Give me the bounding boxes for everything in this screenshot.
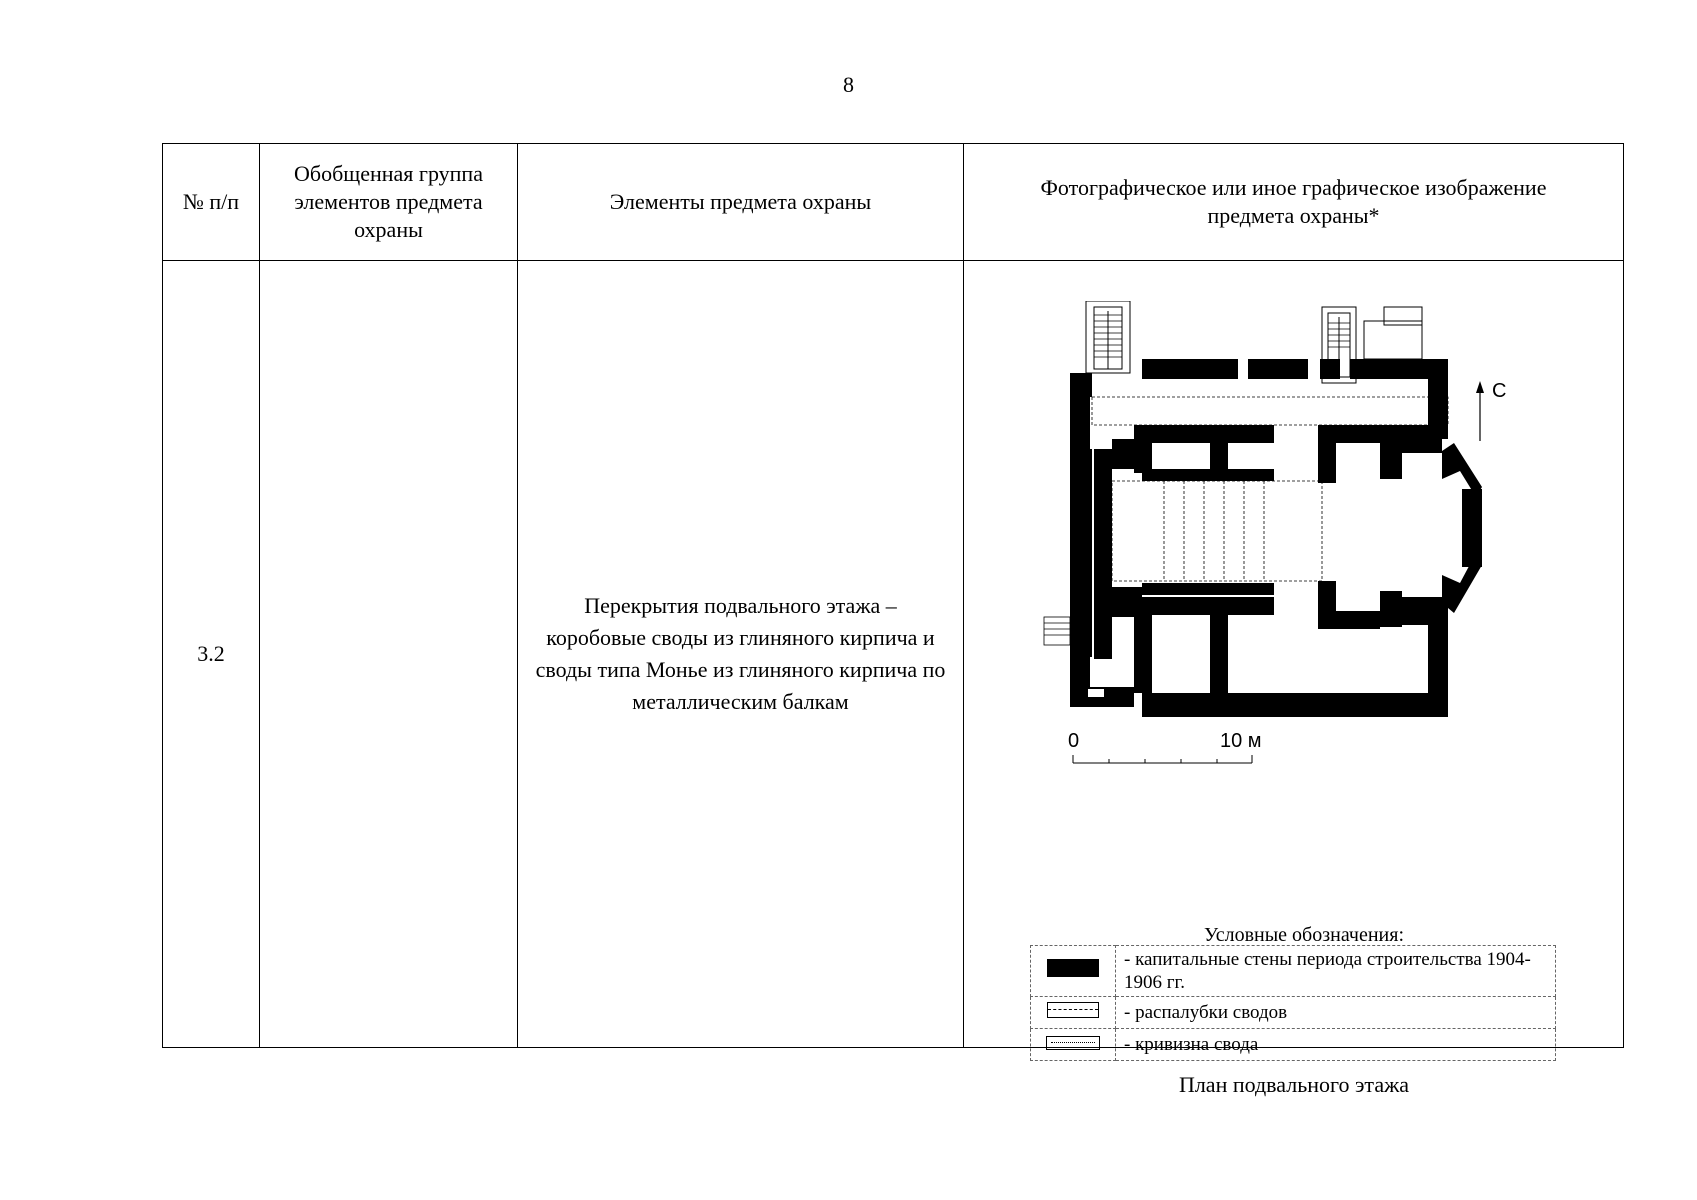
capital-walls <box>1070 359 1482 717</box>
header-group-text: Обобщенная группа элементов предмета охраны <box>294 161 483 242</box>
header-number: № п/п <box>163 144 260 261</box>
north-label: С <box>1492 380 1507 402</box>
north-arrow <box>1476 381 1484 441</box>
row-elements <box>518 261 964 1048</box>
legend-symbol <box>1031 946 1116 997</box>
header-image <box>964 144 1624 261</box>
row-elements-text: Перекрытия подвального этажа – коробовые своды из глиняного кирпича и своды типа Монье из глиняного кирпича по металлическим балкам <box>535 593 946 714</box>
legend-row <box>1031 997 1556 1029</box>
header-group <box>260 144 518 261</box>
figure-container <box>964 261 1623 1097</box>
basement-floor-plan <box>1034 301 1534 771</box>
dotted-rectangle-symbol <box>1046 1036 1100 1050</box>
legend-text: - кривизна свода <box>1116 1029 1556 1061</box>
page-number: 8 <box>843 72 854 97</box>
row-number: 3.2 <box>163 261 260 1048</box>
legend-text: - капитальные стены периода строительства 1904-1906 гг. <box>1116 946 1556 997</box>
legend-symbol <box>1031 1029 1116 1061</box>
row-group <box>260 261 518 1048</box>
header-elements <box>518 144 964 261</box>
stair-bottom-left <box>1044 617 1070 645</box>
legend-row <box>1031 1029 1556 1061</box>
vault-lines <box>1092 397 1448 581</box>
table-header-row <box>163 144 1624 261</box>
solid-wall-symbol <box>1047 959 1099 977</box>
legend-row <box>1031 946 1556 997</box>
legend-table <box>1030 945 1556 1061</box>
legend-text: - распалубки сводов <box>1116 997 1556 1029</box>
stair-top-left <box>1086 301 1130 373</box>
scale-start: 0 <box>1068 730 1080 752</box>
scale-end: 10 м <box>1220 730 1262 752</box>
legend-symbol <box>1031 997 1116 1029</box>
row-image <box>964 261 1624 1097</box>
header-elements-text: Элементы предмета охраны <box>609 189 872 214</box>
dashed-rectangle-symbol <box>1047 1002 1099 1018</box>
protection-elements-table <box>162 143 1624 1097</box>
figure-caption: План подвального этажа <box>1178 1072 1410 1097</box>
legend-title: Условные обозначения: <box>1203 924 1405 946</box>
header-image-text: Фотографическое или иное графическое изображение предмета охраны* <box>1040 175 1547 228</box>
scale-bar <box>1073 755 1252 763</box>
table-row <box>163 261 1624 1048</box>
